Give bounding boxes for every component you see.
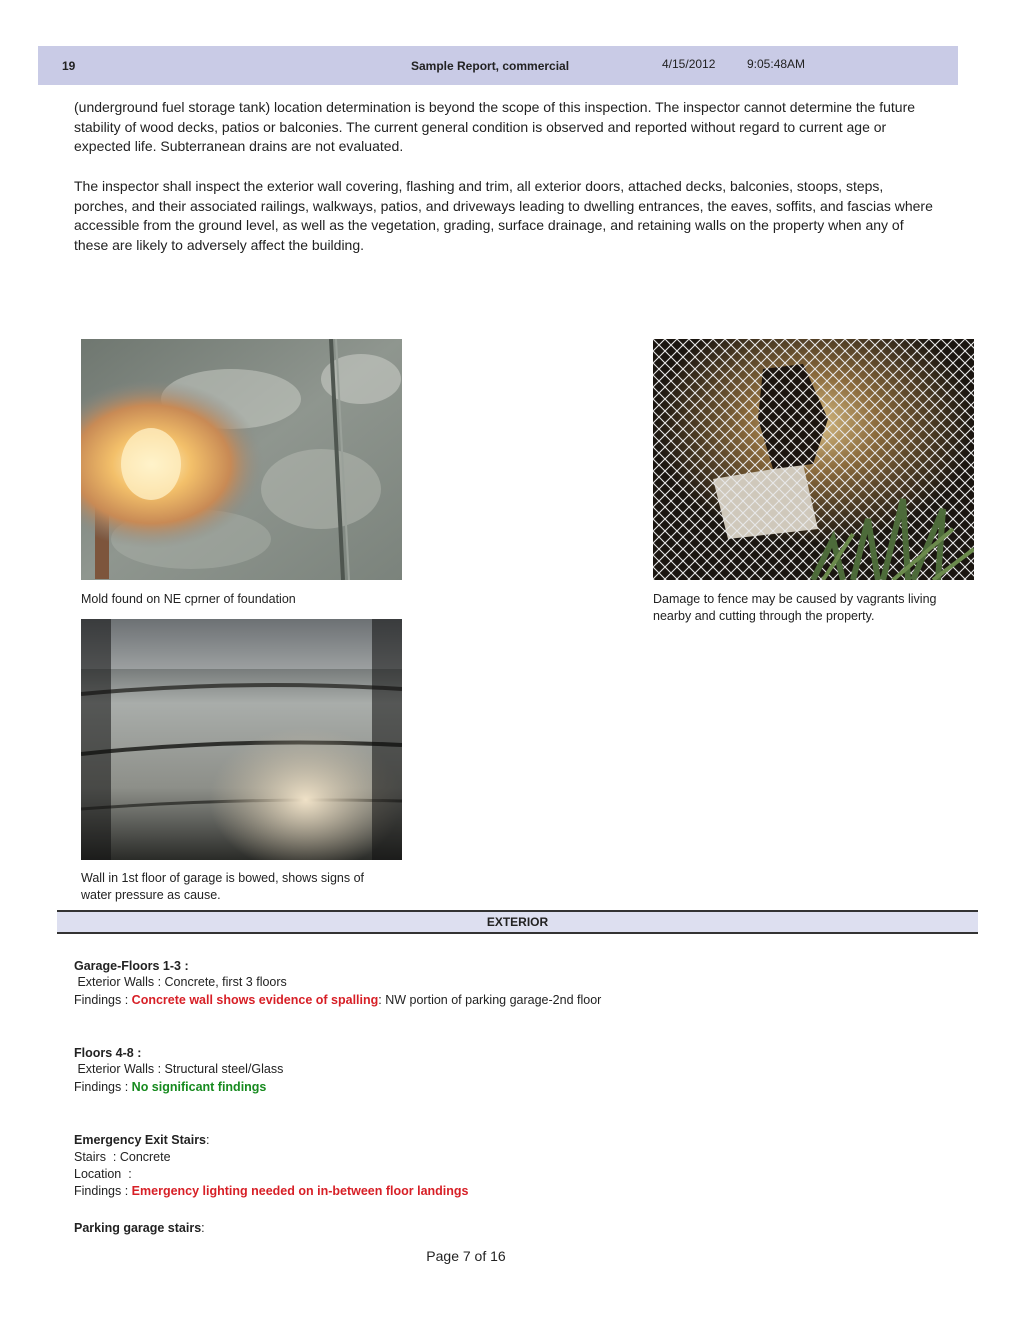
finding-text-green: No significant findings bbox=[131, 1080, 267, 1094]
findings-label: Findings : bbox=[74, 1080, 132, 1094]
page-footer: Page 7 of 16 bbox=[426, 1248, 506, 1264]
findings-emergency bbox=[74, 1183, 469, 1200]
header-date: 4/15/2012 bbox=[662, 57, 716, 71]
item-detail-stairs: Stairs : Concrete bbox=[74, 1150, 171, 1164]
item-detail-garage: Exterior Walls : Concrete, first 3 floors bbox=[74, 975, 287, 989]
item-heading-floors: Floors 4-8 : bbox=[74, 1046, 142, 1060]
heading-text: Parking garage stairs bbox=[74, 1221, 202, 1235]
mold-photo-icon bbox=[81, 339, 402, 580]
finding-extra: : NW portion of parking garage-2nd floor bbox=[378, 993, 602, 1007]
item-heading-parking bbox=[74, 1220, 205, 1237]
finding-text-red: Concrete wall shows evidence of spalling bbox=[131, 993, 379, 1007]
heading-suffix: : bbox=[201, 1221, 205, 1235]
findings-label: Findings : bbox=[74, 1184, 132, 1198]
finding-text-red: Emergency lighting needed on in-between floor landings bbox=[131, 1184, 469, 1198]
fence-photo-icon bbox=[653, 339, 974, 580]
header-time: 9:05:48AM bbox=[747, 57, 806, 71]
intro-paragraph-1: (underground fuel storage tank) location determination is beyond the scope of this inspection. The inspector cannot determine the future stability of wood decks, patios or balconies. The current general condition is observed and reported without regard to current age or expected life. Subterranean drains are not evaluated. bbox=[74, 99, 916, 155]
heading-text: Emergency Exit Stairs bbox=[74, 1133, 207, 1147]
heading-suffix: : bbox=[206, 1133, 210, 1147]
item-detail-floors: Exterior Walls : Structural steel/Glass bbox=[74, 1062, 284, 1076]
section-title-exterior: EXTERIOR bbox=[57, 910, 978, 934]
findings-floors bbox=[74, 1079, 266, 1096]
item-heading-garage: Garage-Floors 1-3 : bbox=[74, 959, 189, 973]
item-detail-location: Location : bbox=[74, 1167, 132, 1181]
wall-photo-icon bbox=[81, 619, 402, 860]
photo-caption-fence: Damage to fence may be caused by vagrants living nearby and cutting through the property. bbox=[653, 592, 937, 623]
header-page-number: 19 bbox=[62, 59, 76, 73]
intro-paragraph-2: The inspector shall inspect the exterior wall covering, flashing and trim, all exterior doors, attached decks, balconies, stoops, steps, porches, and their associated railings, walkways, patios, and driveways leading to dwelling entrances, the eaves, soffits, and fascias where accessible from the ground level, as well as the vegetation, grading, surface drainage, and retaining walls on the property when any of these are likely to adversely affect the building. bbox=[74, 178, 933, 253]
header-title: Sample Report, commercial bbox=[411, 59, 570, 73]
findings-garage bbox=[74, 992, 601, 1009]
photo-caption-mold: Mold found on NE cprner of foundation bbox=[81, 592, 296, 606]
photo-caption-wall: Wall in 1st floor of garage is bowed, shows signs of water pressure as cause. bbox=[81, 871, 365, 902]
item-heading-emergency bbox=[74, 1132, 210, 1149]
findings-label: Findings : bbox=[74, 993, 132, 1007]
